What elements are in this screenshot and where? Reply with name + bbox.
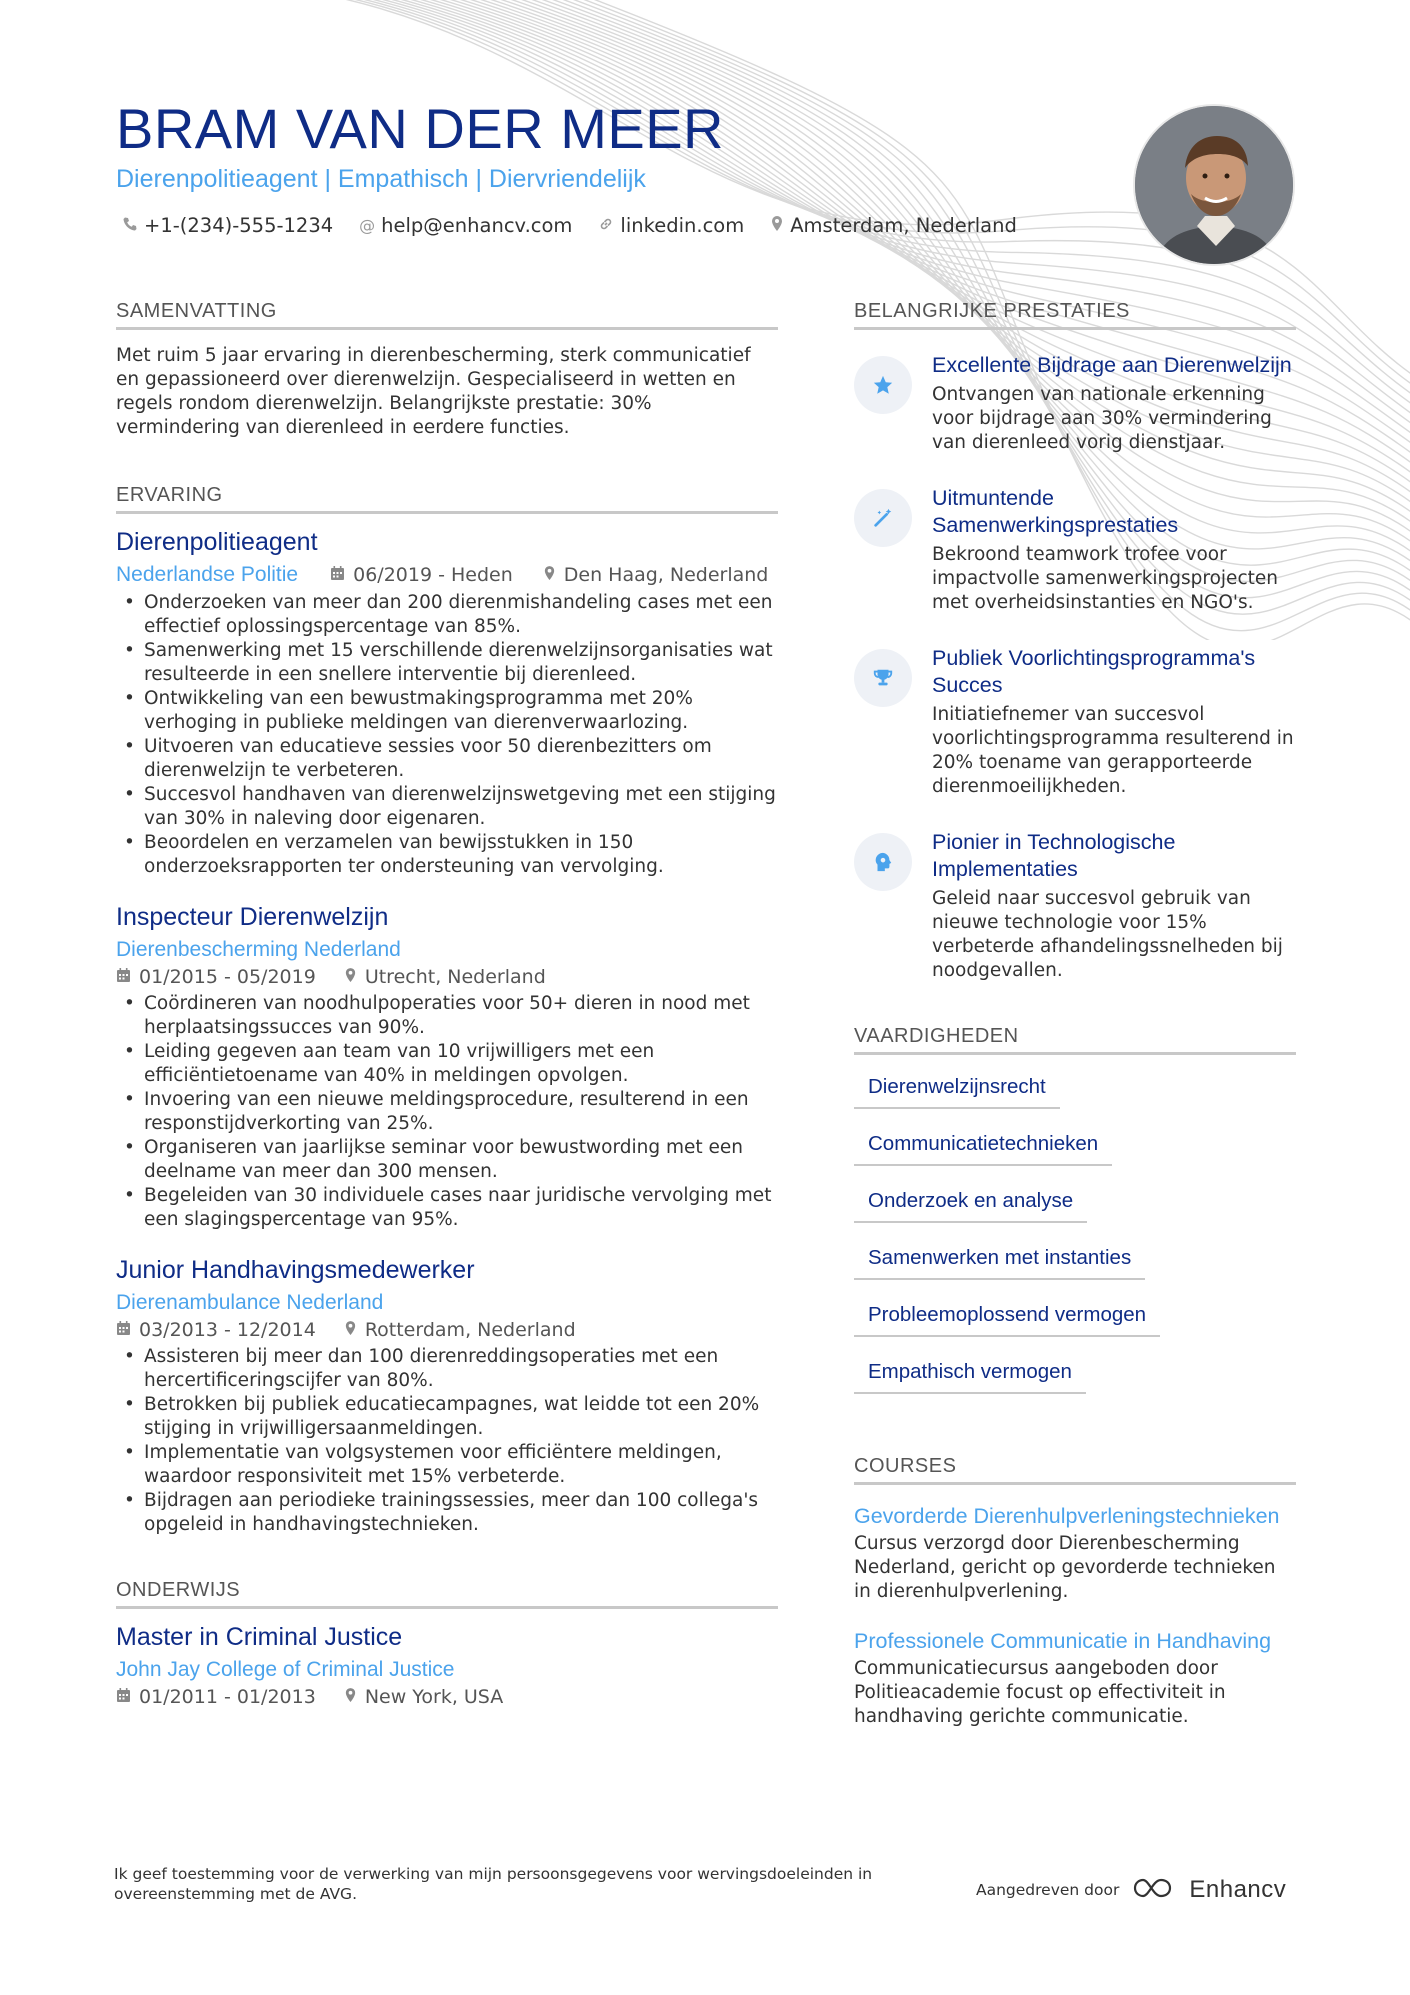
- candidate-headline: Dierenpolitieagent | Empathisch | Diervriendelijk: [116, 165, 646, 193]
- magic-wand-icon: [854, 489, 912, 547]
- powered-by[interactable]: [976, 1876, 1286, 1904]
- contact-linkedin-text: linkedin.com: [620, 214, 745, 237]
- skill-tag: Empathisch vermogen: [854, 1354, 1086, 1394]
- job-location: [543, 564, 769, 586]
- education-location-text: New York, USA: [364, 1686, 504, 1708]
- course-title: Professionele Communicatie in Handhaving: [854, 1629, 1272, 1653]
- achievement-item: [854, 645, 1296, 799]
- bullet: • Uitvoeren van educatieve sessies voor 50 dierenbezitters om dierenwelzijn te verbeteren.: [116, 735, 778, 783]
- contact-linkedin[interactable]: [598, 214, 744, 237]
- contact-bar: [122, 214, 1017, 237]
- course-item: [854, 1503, 1296, 1604]
- left-column: [116, 300, 778, 1732]
- job-title: Junior Handhavingsmedewerker: [116, 1256, 475, 1284]
- achievement-title: Excellente Bijdrage aan Dierenwelzijn: [932, 353, 1292, 377]
- education-dates: [116, 1686, 316, 1708]
- job-meta: [116, 1319, 778, 1341]
- experience-item: [116, 1256, 778, 1537]
- location-icon: [344, 1320, 357, 1341]
- achievement-item: [854, 829, 1296, 983]
- achievement-title: Pionier in Technologische Implementaties: [932, 830, 1176, 881]
- head-idea-icon: [854, 833, 912, 891]
- bullet: • Samenwerking met 15 verschillende dierenwelzijnsorganisaties wat resulteerde in een snellere interventie bij dierenleed.: [116, 639, 778, 687]
- calendar-icon: [116, 967, 131, 987]
- job-dates-text: 03/2013 - 12/2014: [139, 1319, 316, 1341]
- achievement-title: Uitmuntende Samenwerkingsprestaties: [932, 486, 1179, 537]
- achievement-text: Ontvangen van nationale erkenning voor bijdrage aan 30% vermindering van dierenleed vorig dienstjaar.: [932, 384, 1272, 453]
- skill-tag: Communicatietechnieken: [854, 1126, 1112, 1166]
- experience-item: [116, 528, 778, 879]
- skill-tag: Probleemoplossend vermogen: [854, 1297, 1160, 1337]
- summary-text: Met ruim 5 jaar ervaring in dierenbescherming, sterk communicatief en gepassioneerd over dierenwelzijn. Gespecialiseerd in wetten en regels rondom dierenwelzijn. Belangrijkste prestatie: 30% vermindering van dierenleed in eerdere functies.: [116, 345, 751, 438]
- job-meta: [116, 563, 778, 587]
- job-bullets: [116, 992, 778, 1232]
- job-location-text: Rotterdam, Nederland: [364, 1319, 576, 1341]
- contact-phone-text: +1-(234)-555-1234: [144, 214, 334, 237]
- bullet: • Ontwikkeling van een bewustmakingsprogramma met 20% verhoging in publieke meldingen van dierenverwaarlozing.: [116, 687, 778, 735]
- job-location-text: Den Haag, Nederland: [563, 564, 769, 586]
- calendar-icon: [116, 1687, 131, 1707]
- company-name: Dierenbescherming Nederland: [116, 938, 401, 961]
- bullet: • Onderzoeken van meer dan 200 dierenmishandeling cases met een effectief oplossingspercentage van 85%.: [116, 591, 778, 639]
- contact-location: [770, 214, 1017, 237]
- education-dates-text: 01/2011 - 01/2013: [139, 1686, 316, 1708]
- courses-heading: COURSES: [854, 1455, 1296, 1485]
- bullet: • Implementatie van volgsystemen voor efficiëntere meldingen, waardoor responsiviteit met 15% verbeterde.: [116, 1441, 778, 1489]
- contact-email[interactable]: [359, 214, 572, 237]
- achievement-text: Geleid naar succesvol gebruik van nieuwe technologie voor 15% verbeterde afhandelingssnelheden bij noodgevallen.: [932, 888, 1283, 981]
- job-title: Dierenpolitieagent: [116, 528, 318, 556]
- trophy-icon: [854, 649, 912, 707]
- bullet: • Beoordelen en verzamelen van bewijsstukken in 150 onderzoeksrapporten ter ondersteuning van vervolging.: [116, 831, 778, 879]
- achievement-text: Bekroond teamwork trofee voor impactvolle samenwerkingsprojecten met overheidsinstanties en NGO's.: [932, 544, 1278, 613]
- bullet: • Betrokken bij publiek educatiecampagnes, wat leidde tot een 20% stijging in vrijwilligersaanmeldingen.: [116, 1393, 778, 1441]
- job-title: Inspecteur Dierenwelzijn: [116, 903, 389, 931]
- location-icon: [543, 565, 556, 586]
- profile-photo: [1133, 104, 1295, 266]
- contact-location-text: Amsterdam, Nederland: [790, 214, 1017, 237]
- course-text: Communicatiecursus aangeboden door Politieacademie focust op effectiviteit in handhaving gerichte communicatie.: [854, 1658, 1226, 1727]
- bullet: • Assisteren bij meer dan 100 dierenreddingsoperaties met een hercertificeringscijfer van 80%.: [116, 1345, 778, 1393]
- experience-item: [116, 903, 778, 1232]
- job-dates: [330, 564, 513, 586]
- job-dates-text: 06/2019 - Heden: [353, 564, 513, 586]
- contact-phone[interactable]: [122, 214, 333, 237]
- education-meta: [116, 1686, 778, 1708]
- calendar-icon: [330, 565, 345, 585]
- job-dates: [116, 1319, 316, 1341]
- right-column: [854, 300, 1296, 1753]
- education-item: [116, 1623, 778, 1708]
- consent-note: Ik geef toestemming voor de verwerking van mijn persoonsgegevens voor wervingsdoeleinden in overeenstemming met de AVG.: [114, 1865, 873, 1903]
- bullet: • Invoering van een nieuwe meldingsprocedure, resulterend in een responstijdverkorting van 25%.: [116, 1088, 778, 1136]
- job-bullets: [116, 591, 778, 879]
- company-name: Dierenambulance Nederland: [116, 1291, 384, 1314]
- job-dates: [116, 966, 316, 988]
- job-location-text: Utrecht, Nederland: [364, 966, 546, 988]
- degree-title: Master in Criminal Justice: [116, 1623, 403, 1651]
- job-dates-text: 01/2015 - 05/2019: [139, 966, 316, 988]
- course-item: [854, 1628, 1296, 1729]
- brand-name: Enhancv: [1189, 1876, 1287, 1903]
- job-location: [344, 966, 546, 988]
- location-icon: [344, 967, 357, 988]
- school-name: John Jay College of Criminal Justice: [116, 1658, 455, 1681]
- course-title: Gevorderde Dierenhulpverleningstechnieken: [854, 1504, 1280, 1528]
- skill-tag: Dierenwelzijnsrecht: [854, 1069, 1060, 1109]
- location-icon: [770, 215, 784, 237]
- education-location: [344, 1686, 503, 1708]
- bullet: • Succesvol handhaven van dierenwelzijnswetgeving met een stijging van 30% in naleving door eigenaren.: [116, 783, 778, 831]
- bullet: • Leiding gegeven aan team van 10 vrijwilligers met een efficiëntietoename van 40% in meldingen opvolgen.: [116, 1040, 778, 1088]
- enhancv-logo-icon: [1131, 1876, 1177, 1904]
- bullet: • Organiseren van jaarlijkse seminar voor bewustwording met een deelname van meer dan 300 mensen.: [116, 1136, 778, 1184]
- achievement-item: [854, 485, 1296, 615]
- calendar-icon: [116, 1320, 131, 1340]
- link-icon: [598, 216, 614, 236]
- bullet: • Coördineren van noodhulpoperaties voor 50+ dieren in nood met herplaatsingssucces van 90%.: [116, 992, 778, 1040]
- phone-icon: [122, 216, 138, 236]
- skill-tag: Onderzoek en analyse: [854, 1183, 1087, 1223]
- star-icon: [854, 356, 912, 414]
- bullet: • Begeleiden van 30 individuele cases naar juridische vervolging met een slagingspercentage van 95%.: [116, 1184, 778, 1232]
- powered-by-label: Aangedreven door: [976, 1881, 1120, 1899]
- candidate-name: BRAM VAN DER MEER: [116, 97, 724, 160]
- job-meta: [116, 966, 778, 988]
- achievement-title: Publiek Voorlichtingsprogramma's Succes: [932, 646, 1256, 697]
- achievement-item: [854, 352, 1296, 455]
- achievement-text: Initiatiefnemer van succesvol voorlichtingsprogramma resulterend in 20% toename van gerapporteerde dierenmoeilijkheden.: [932, 704, 1294, 797]
- skills-heading: VAARDIGHEDEN: [854, 1025, 1296, 1055]
- company-name: Nederlandse Politie: [116, 563, 299, 586]
- course-text: Cursus verzorgd door Dierenbescherming Nederland, gericht op gevorderde technieken in dierenhulpverlening.: [854, 1533, 1276, 1602]
- experience-heading: ERVARING: [116, 484, 778, 514]
- job-bullets: [116, 1345, 778, 1537]
- achievements-heading: BELANGRIJKE PRESTATIES: [854, 300, 1296, 330]
- contact-email-text: help@enhancv.com: [381, 214, 573, 237]
- job-location: [344, 1319, 576, 1341]
- bullet: • Bijdragen aan periodieke trainingssessies, meer dan 100 collega's opgeleid in handhavingstechnieken.: [116, 1489, 778, 1537]
- education-heading: ONDERWIJS: [116, 1579, 778, 1609]
- at-icon: @: [359, 216, 376, 235]
- skill-tag: Samenwerken met instanties: [854, 1240, 1145, 1280]
- location-icon: [344, 1687, 357, 1708]
- skills-list: [854, 1069, 1296, 1411]
- summary-heading: SAMENVATTING: [116, 300, 778, 330]
